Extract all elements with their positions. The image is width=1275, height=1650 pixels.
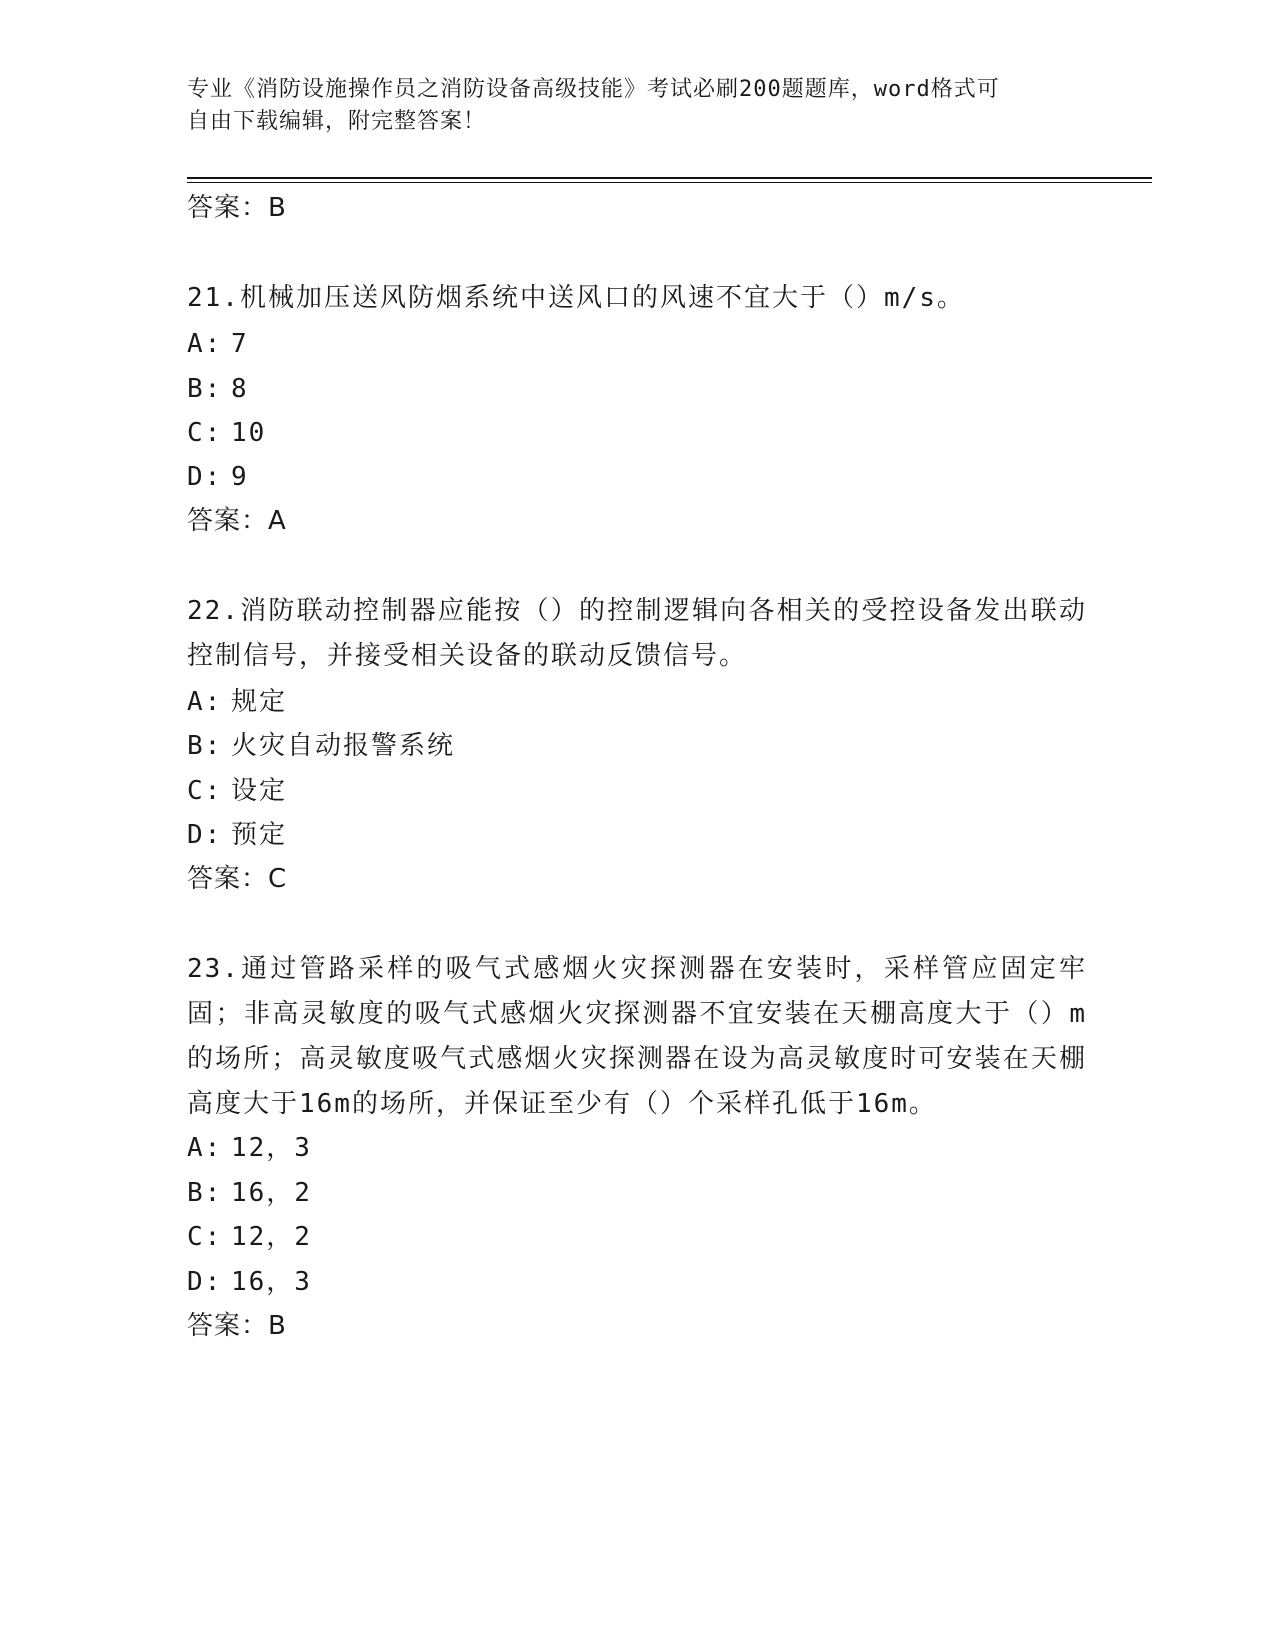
question-number: 23.: [187, 954, 240, 984]
question-text: 通过管路采样的吸气式感烟火灾探测器在安装时，采样管应固定牢固；非高灵敏度的吸气式感烟火灾探测器不宜安装在天棚高度大于（）m的场所；高灵敏度吸气式感烟火灾探测器在设为高灵敏度时可安装在天棚高度大于16m的场所，并保证至少有（）个采样孔低于16m。: [187, 954, 1087, 1119]
question-text: 机械加压送风防烟系统中送风口的风速不宜大于（）m/s。: [239, 283, 965, 313]
option-text: 16，2: [231, 1178, 312, 1208]
document-header: [187, 74, 1087, 138]
question-23-answer: 答案：B: [187, 1311, 287, 1341]
option-text: 9: [231, 462, 249, 492]
question-22-option-b: [187, 729, 455, 763]
question-22-option-c: [187, 774, 287, 808]
option-label: C:: [187, 1222, 223, 1252]
question-21-option-a: [187, 327, 249, 361]
option-text: 10: [231, 418, 267, 448]
option-label: C:: [187, 418, 223, 448]
option-text: 预定: [231, 820, 288, 850]
header-divider-thin: [187, 182, 1152, 183]
option-label: B:: [187, 1178, 223, 1208]
option-label: D:: [187, 462, 223, 492]
option-label: C:: [187, 776, 223, 806]
question-21: [187, 276, 1087, 321]
question-23: [187, 947, 1087, 1127]
option-text: 火灾自动报警系统: [231, 731, 456, 761]
question-23-option-d: [187, 1265, 312, 1299]
option-text: 12，3: [231, 1133, 312, 1163]
option-label: B:: [187, 374, 223, 404]
header-divider-thick: [187, 177, 1152, 179]
header-line-1: 专业《消防设施操作员之消防设备高级技能》考试必刷200题题库，word格式可: [187, 77, 1000, 102]
question-22-option-a: [187, 685, 287, 719]
option-label: D:: [187, 1267, 223, 1297]
question-23-option-c: [187, 1220, 312, 1254]
question-22: [187, 589, 1087, 679]
option-label: D:: [187, 820, 223, 850]
question-23-option-a: [187, 1131, 312, 1165]
question-21-option-d: [187, 460, 249, 494]
question-23-option-b: [187, 1176, 312, 1210]
header-line-2: 自由下载编辑，附完整答案！: [187, 109, 487, 134]
question-21-answer: 答案：A: [187, 506, 287, 536]
question-22-option-d: [187, 818, 287, 852]
option-label: B:: [187, 731, 223, 761]
question-21-option-c: [187, 416, 266, 450]
option-label: A:: [187, 329, 223, 359]
question-number: 21.: [187, 283, 240, 313]
option-text: 规定: [231, 687, 288, 717]
option-label: A:: [187, 1133, 223, 1163]
option-text: 8: [231, 374, 249, 404]
option-label: A:: [187, 687, 223, 717]
question-text: 消防联动控制器应能按（）的控制逻辑向各相关的受控设备发出联动控制信号，并接受相关设备的联动反馈信号。: [187, 596, 1087, 671]
option-text: 16，3: [231, 1267, 312, 1297]
question-22-answer: 答案：C: [187, 864, 288, 894]
question-21-option-b: [187, 372, 249, 406]
previous-question-answer: 答案：B: [187, 193, 287, 223]
option-text: 12，2: [231, 1222, 312, 1252]
question-number: 22.: [187, 596, 240, 626]
option-text: 设定: [231, 776, 288, 806]
option-text: 7: [231, 329, 249, 359]
